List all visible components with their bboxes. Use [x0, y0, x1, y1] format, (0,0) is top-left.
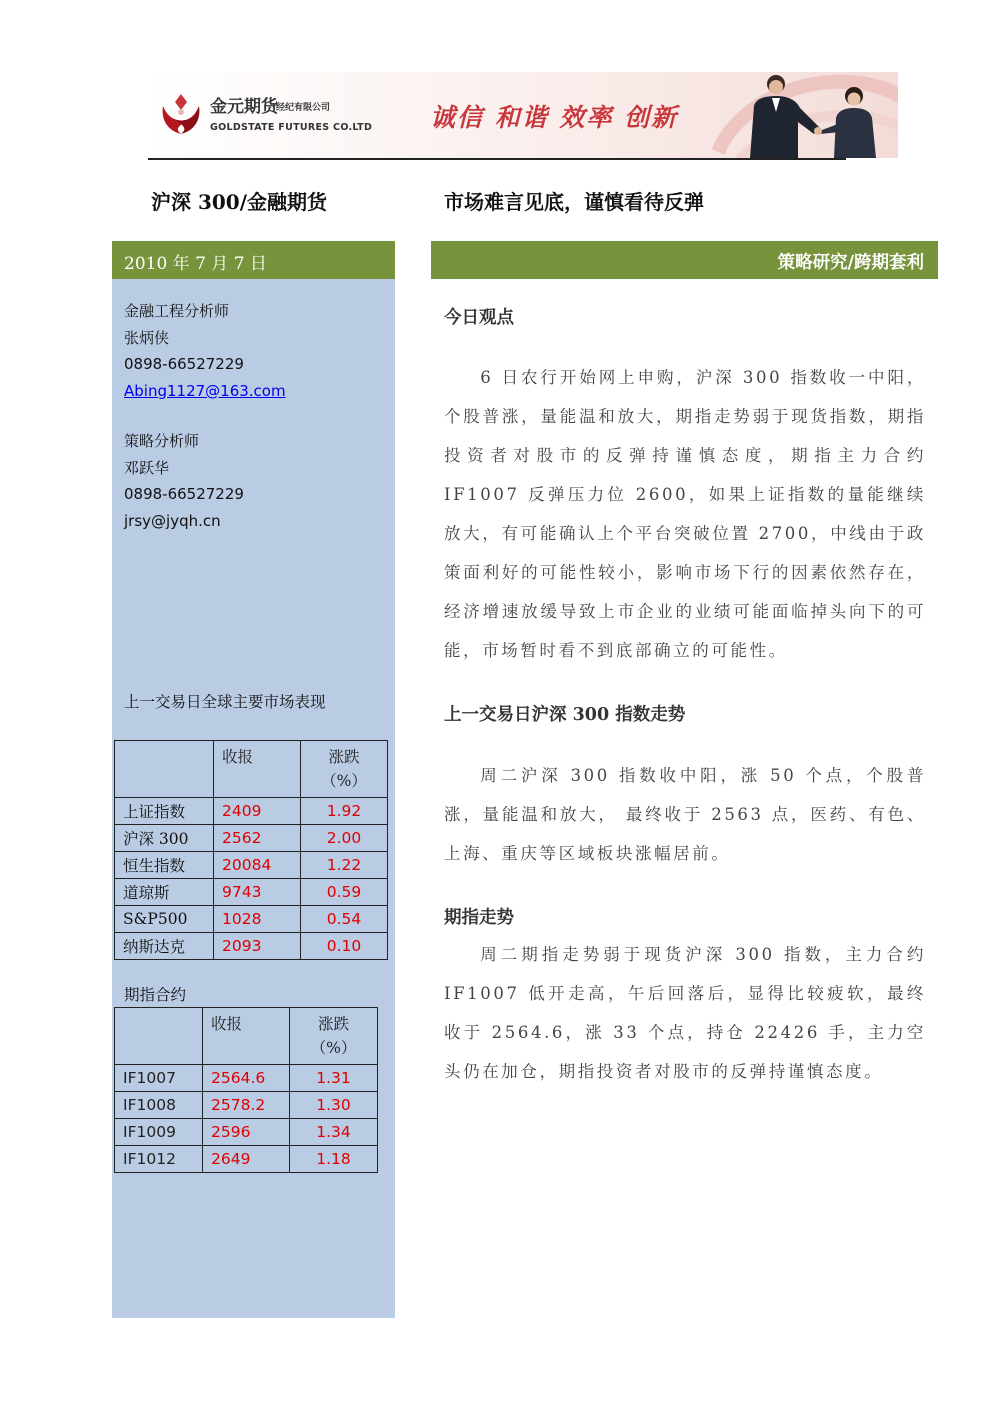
- market-name: 恒生指数: [115, 852, 214, 879]
- table-row: [115, 879, 388, 906]
- market-close: 20084: [214, 852, 301, 879]
- contract-change: 1.31: [290, 1065, 378, 1092]
- market-change: 1.22: [301, 852, 388, 879]
- table-row: [115, 1092, 378, 1119]
- sidebar: [112, 241, 395, 1318]
- table-row: [115, 798, 388, 825]
- analyst-phone: 0898-66527229: [124, 355, 244, 373]
- contract-name: IF1007: [115, 1065, 203, 1092]
- analyst-role: 策略分析师: [124, 432, 200, 450]
- table-row: [115, 1146, 378, 1173]
- market-change: 2.00: [301, 825, 388, 852]
- header-divider: [148, 158, 846, 160]
- table-header-cell-empty: [115, 1008, 203, 1065]
- market-close: 9743: [214, 879, 301, 906]
- analyst-contact-2: [124, 428, 244, 534]
- company-name-cn: 金元期货: [210, 97, 278, 117]
- table-header-change-unit: （%）: [310, 1039, 357, 1057]
- global-markets-table: [114, 740, 388, 960]
- table-header-cell-empty: [115, 741, 214, 798]
- section-label: 策略研究/跨期套利: [777, 253, 924, 273]
- market-close: 2093: [214, 933, 301, 960]
- market-change: 0.59: [301, 879, 388, 906]
- table-header-close: 收报: [203, 1008, 290, 1065]
- market-name: 道琼斯: [115, 879, 214, 906]
- table-header-change: [301, 741, 388, 798]
- contract-close: 2649: [203, 1146, 290, 1173]
- contract-change: 1.30: [290, 1092, 378, 1119]
- contract-change: 1.18: [290, 1146, 378, 1173]
- table-row: [115, 906, 388, 933]
- company-slogan: 诚信 和谐 效率 创新: [430, 103, 679, 132]
- market-name: 沪深 300: [115, 825, 214, 852]
- report-date: 2010 年 7 月 7 日: [124, 254, 267, 274]
- futures-table: [114, 1007, 378, 1173]
- global-markets-heading: 上一交易日全球主要市场表现: [124, 693, 326, 711]
- paragraph-index-trend: 周二沪深 300 指数收中阳，涨 50 个点，个股普涨，量能温和放大， 最终收于 2563 点，医药、有色、上海、重庆等区域板块涨幅居前。: [444, 766, 926, 863]
- market-close: 1028: [214, 906, 301, 933]
- market-close: 2562: [214, 825, 301, 852]
- table-row: [115, 933, 388, 960]
- heading-futures-trend: 期指走势: [444, 908, 514, 928]
- table-header-change-label: 涨跌: [328, 748, 360, 766]
- table-row: [115, 825, 388, 852]
- table-header-close: 收报: [214, 741, 301, 798]
- table-row: [115, 1065, 378, 1092]
- goldstate-logo-icon: [160, 90, 202, 136]
- table-header-change-unit: （%）: [321, 772, 367, 790]
- company-name-cn-suffix: 经纪有限公司: [276, 103, 331, 113]
- table-header-change: [290, 1008, 378, 1065]
- report-title: 市场难言见底，谨慎看待反弹: [444, 190, 704, 214]
- analyst-contact-1: [124, 298, 286, 404]
- market-change: 0.54: [301, 906, 388, 933]
- analyst-name: 邓跃华: [124, 458, 170, 477]
- contract-close: 2564.6: [203, 1065, 290, 1092]
- contract-close: 2578.2: [203, 1092, 290, 1119]
- contract-name: IF1009: [115, 1119, 203, 1146]
- heading-today-view: 今日观点: [444, 308, 514, 328]
- paragraph-futures-trend: 周二期指走势弱于现货沪深 300 指数，主力合约 IF1007 低开走高，午后回落后，显得比较疲软，最终收于 2564.6，涨 33 个点，持仓 22426 手，主力空头仍在加仓，期指投资者对股市的反弹持谨慎态度。: [444, 945, 926, 1081]
- header-banner: [148, 72, 898, 158]
- market-close: 2409: [214, 798, 301, 825]
- market-name: 纳斯达克: [115, 933, 214, 960]
- table-header-change-label: 涨跌: [317, 1015, 349, 1033]
- company-name-en: GOLDSTATE FUTURES CO.LTD: [210, 122, 373, 133]
- analyst-phone: 0898-66527229: [124, 485, 244, 503]
- analyst-email-link[interactable]: Abing1127@163.com: [124, 381, 286, 400]
- heading-index-trend: 上一交易日沪深 300 指数走势: [444, 705, 686, 725]
- futures-heading: 期指合约: [124, 986, 187, 1004]
- section-label-bar: [431, 241, 938, 279]
- analyst-name: 张炳侠: [124, 328, 170, 347]
- contract-change: 1.34: [290, 1119, 378, 1146]
- market-change: 1.92: [301, 798, 388, 825]
- contract-name: IF1012: [115, 1146, 203, 1173]
- report-date-bar: [112, 241, 395, 279]
- market-name: S&P500: [115, 906, 214, 933]
- table-header-row: [115, 1008, 378, 1065]
- contract-name: IF1008: [115, 1092, 203, 1119]
- handshake-people-icon: [728, 72, 898, 158]
- table-row: [115, 1119, 378, 1146]
- table-header-row: [115, 741, 388, 798]
- analyst-role: 金融工程分析师: [124, 302, 230, 320]
- market-name: 上证指数: [115, 798, 214, 825]
- market-change: 0.10: [301, 933, 388, 960]
- analyst-email: jrsy@jyqh.cn: [124, 511, 221, 530]
- table-row: [115, 852, 388, 879]
- contract-close: 2596: [203, 1119, 290, 1146]
- report-category: 沪深 300/金融期货: [151, 190, 328, 214]
- paragraph-today-view: 6 日农行开始网上申购，沪深 300 指数收一中阳，个股普涨，量能温和放大，期指走势弱于现货指数，期指投资者对股市的反弹持谨慎态度，期指主力合约 IF1007 反弹压力位 2600，如果上证指数的量能继续放大，有可能确认上个平台突破位置 2700，中线由于政策面利好的可能性较小，影响市场下行的因素依然存在，经济增速放缓导致上市企业的业绩可能面临掉头向下的可能，市场暂时看不到底部确立的可能性。: [444, 368, 926, 660]
